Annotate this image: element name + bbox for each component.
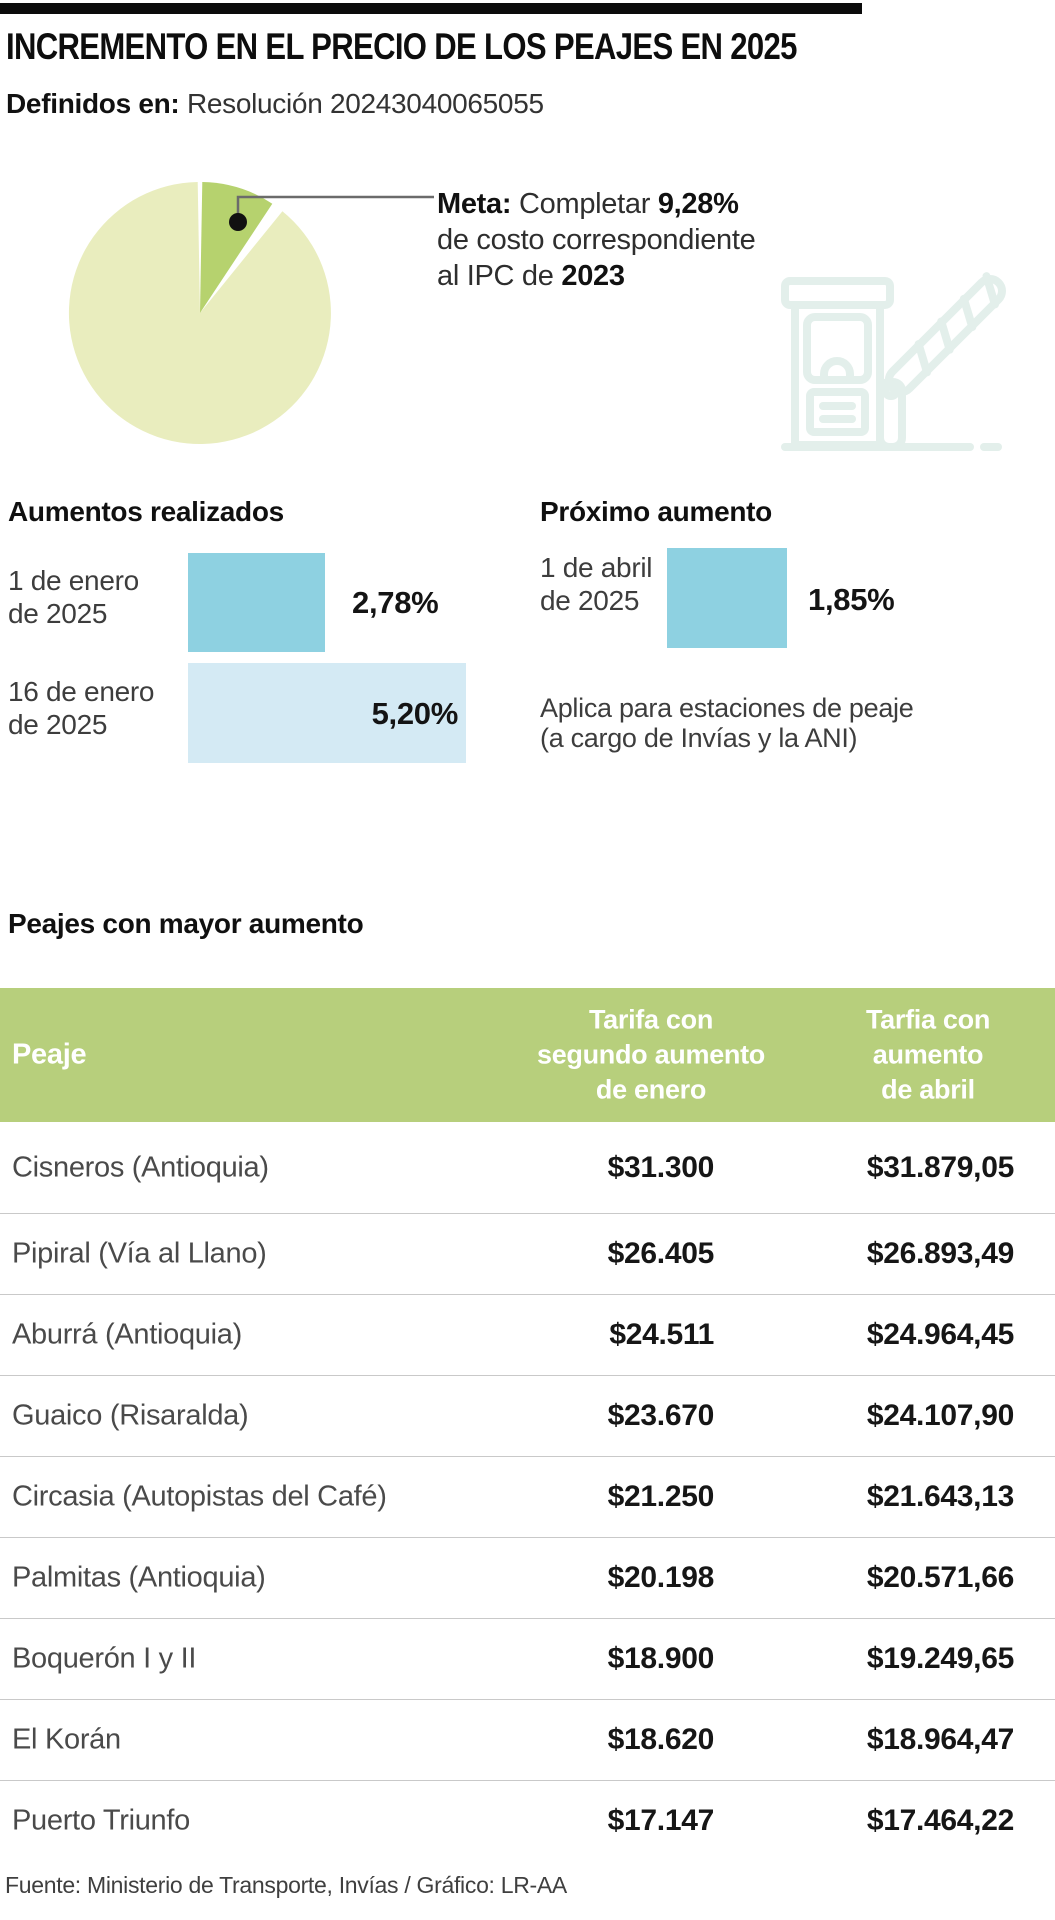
tariff-abril: $31.879,05 xyxy=(866,1150,1014,1184)
tariff-abril: $24.964,45 xyxy=(866,1318,1014,1351)
source-credit: Fuente: Ministerio de Transporte, Invías / Gráfico: LR-AA xyxy=(5,1872,567,1898)
table-row xyxy=(0,1122,1055,1214)
date-label-enero16: 16 de enero de 2025 xyxy=(8,676,155,740)
tariff-enero: $18.900 xyxy=(607,1642,714,1675)
table-row xyxy=(0,1781,1055,1861)
toll-name: Guaico (Risaralda) xyxy=(12,1399,249,1432)
meta-line2: de costo correspondiente xyxy=(437,224,756,256)
pie-slice-rest xyxy=(69,182,331,444)
col-header-peaje: Peaje xyxy=(12,1038,87,1071)
toll-name: El Korán xyxy=(12,1723,121,1756)
tariff-abril: $17.464,22 xyxy=(866,1804,1014,1837)
table-row xyxy=(0,1619,1055,1700)
col-header-enero: Tarifa con segundo aumento de enero xyxy=(536,1004,765,1105)
tariff-abril: $26.893,49 xyxy=(866,1237,1014,1270)
toll-booth-icon xyxy=(728,248,1033,463)
tariff-abril: $20.571,66 xyxy=(866,1561,1014,1594)
bar-value-abril: 1,85% xyxy=(808,582,895,617)
subtitle xyxy=(6,88,544,120)
table-row xyxy=(0,1376,1055,1457)
applies-note: Aplica para estaciones de peaje (a cargo de Invías y la ANI) xyxy=(540,693,914,753)
callout-dot xyxy=(229,213,247,231)
table-heading: Peajes con mayor aumento xyxy=(8,908,364,939)
tariff-enero: $20.198 xyxy=(607,1561,714,1594)
section-heading-proximo: Próximo aumento xyxy=(540,496,772,527)
tariff-enero: $17.147 xyxy=(607,1804,714,1837)
tariff-enero: $31.300 xyxy=(607,1150,714,1184)
subtitle-value: Resolución 20243040065055 xyxy=(186,88,544,119)
meta-callout xyxy=(437,186,755,294)
toll-name: Aburrá (Antioquia) xyxy=(12,1318,242,1351)
meta-line3: al IPC de 2023 xyxy=(437,260,625,292)
tariff-abril: $21.643,13 xyxy=(866,1480,1014,1513)
col-header-abril: Tarfia con aumento de abril xyxy=(865,1004,991,1105)
toll-name: Circasia (Autopistas del Café) xyxy=(12,1480,387,1513)
table-row xyxy=(0,1214,1055,1295)
table-header-row xyxy=(0,988,1055,1122)
bar-value-enero16: 5,20% xyxy=(371,696,458,731)
tariff-enero: $26.405 xyxy=(607,1237,714,1270)
date-label-enero1: 1 de enero de 2025 xyxy=(8,565,139,629)
barrier-arm xyxy=(883,273,1007,397)
tariff-enero: $23.670 xyxy=(607,1399,714,1432)
table-row xyxy=(0,1700,1055,1781)
section-heading-aumentos: Aumentos realizados xyxy=(8,496,284,527)
toll-name: Palmitas (Antioquia) xyxy=(12,1561,266,1594)
table-row xyxy=(0,1538,1055,1619)
bar-value-enero1: 2,78% xyxy=(352,585,439,620)
bar-enero1 xyxy=(188,553,325,652)
table-row xyxy=(0,1295,1055,1376)
meta-line1: Meta: Completar 9,28% xyxy=(437,188,739,220)
table-row xyxy=(0,1457,1055,1538)
tariff-abril: $18.964,47 xyxy=(866,1723,1014,1756)
toll-name: Puerto Triunfo xyxy=(12,1804,190,1837)
bar-abril xyxy=(667,548,787,648)
toll-name: Pipiral (Vía al Llano) xyxy=(12,1237,267,1270)
subtitle-label: Definidos en: xyxy=(6,88,180,119)
toll-name: Boquerón I y II xyxy=(12,1642,197,1675)
table-body xyxy=(0,1122,1055,1861)
top-accent-bar xyxy=(0,3,862,14)
tariff-enero: $24.511 xyxy=(609,1318,714,1351)
booth-window xyxy=(807,317,868,380)
date-label-abril: 1 de abril de 2025 xyxy=(540,552,653,616)
booth-panel xyxy=(810,392,865,432)
tariff-abril: $24.107,90 xyxy=(866,1399,1014,1432)
toll-name: Cisneros (Antioquia) xyxy=(12,1151,269,1183)
tariff-enero: $21.250 xyxy=(607,1480,714,1513)
page-title: INCREMENTO EN EL PRECIO DE LOS PEAJES EN 2025 xyxy=(6,26,797,67)
pie-chart xyxy=(60,170,440,460)
tariff-abril: $19.249,65 xyxy=(866,1642,1014,1675)
tariff-enero: $18.620 xyxy=(607,1723,714,1756)
